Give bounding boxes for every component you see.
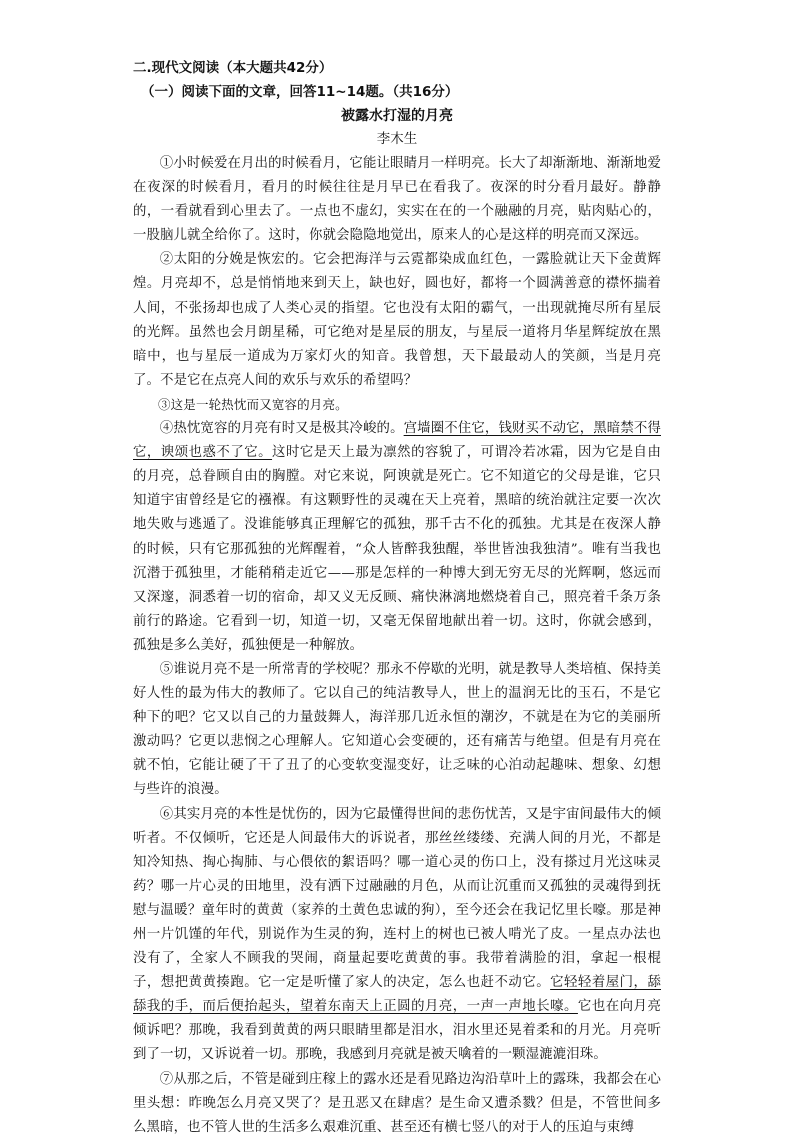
- paragraph-3: ③这是一轮热忱而又宽容的月亮。: [158, 396, 348, 412]
- paragraph-4-rest: 这时它是天上最为凛然的容貌了，可谓冷若冰霜，因为它是自由的月亮，总眷顾自由的胸膛。对它来说，阿谀就是死亡。它不知道它的父母是谁，它只知道宇宙曾经是它的襁褓。有这颗野性的灵魂在天上亮着，黑暗的统治就注定要一次次地失败与逃遁了。没谁能够真正理解它的孤独，那千古不化的孤独。尤其是在夜深人静的时候，只有它那孤独的光辉醒着，“众人皆醉我独醒，举世皆浊我独清”。唯有当我也沉潜于孤独里，才能稍稍走近它——那是怎样的一种博大到无穷无尽的光辉啊，悠远而又深邃，洞悉着一切的宿命，却又义无反顾、痛快淋漓地燃烧着自己，照亮着千条万条前行的路途。它看到一切，知道一切，又毫无保留地献出着一切。这时，你就会感到，孤独是多么美好，孤独便是一种解放。: [133, 445, 661, 653]
- paragraph-6-text: ⑥其实月亮的本性是忧伤的，因为它最懂得世间的悲伤忧苦，又是宇宙间最伟大的倾听者。不仅倾听，它还是人间最伟大的诉说者，那丝丝缕缕、充满人间的月光，不都是知冷知热、掏心掏肺、与心偎依的絮语吗？哪一道心灵的伤口上，没有搽过月光这味灵药？哪一片心灵的田地里，没有洒下过融融的月色，从而让沉重而又孤独的灵魂得到抚慰与温暖？童年时的黄黄（家养的土黄色忠诚的狗），至今还会在我记忆里长嚎。那是神州一片饥馑的年代，别说作为生灵的狗，连村上的树也已被人啃光了皮。一星点办法也没有了，全家人不顾我的哭闹，商量起要吃黄黄的事。我带着满脸的泪，拿起一根棍子，想把黄黄揍跑。它一定是听懂了家人的决定，怎么也赶不动它。: [133, 806, 661, 991]
- paragraph-2: ②太阳的分娩是恢宏的。它会把海洋与云霓都染成血红色，一露脸就让天下金黄辉煌。月亮却不，总是悄悄地来到天上，缺也好，圆也好，都将一个圆满善意的襟怀揣着人间，不张扬却也成了人类心灵的指望。它也没有太阳的霸气，一出现就掩尽所有星辰的光辉。虽然也会月朗星稀，可它绝对是星辰的朋友，与星辰一道将月华星辉绽放在黑暗中，也与星辰一道成为万家灯火的知音。我曾想，天下最最动人的笑颜，当是月亮了。不是它在点亮人间的欢乐与欢乐的希望吗？: [133, 252, 661, 388]
- paragraph-4-text: ④热忱宽容的月亮有时又是极其冷峻的。: [159, 421, 404, 437]
- subsection-heading: （一）阅读下面的文章，回答11~14题。（共16分）: [141, 84, 459, 100]
- underlined-sentence: 它轻轻着屋门，舔舔我的手，而后便抬起头，望着东南天上正圆的月亮，一声一声地长嚎。: [133, 975, 661, 1015]
- document-page: [133, 56, 661, 1140]
- paragraph-6-rest: 它也在向月亮倾诉吧？那晚，我看到黄黄的两只眼睛里都是泪水，泪水里还晃着柔和的月光。月亮听到了一切，又诉说着一切。那晚，我感到月亮就是被天噙着的一颗湿漉漉泪珠。: [133, 999, 661, 1063]
- paragraph-4: [133, 417, 661, 658]
- article-title: 被露水打湿的月亮: [341, 108, 453, 124]
- paragraph-5: ⑤谁说月亮不是一所常青的学校呢？那永不停歇的光明，就是教导人类培植、保持美好人性的最为伟大的教师了。它以自己的纯洁教导人，世上的温润无比的玉石，不是它种下的吧？它又以自己的力量鼓舞人，海洋那几近永恒的潮汐，不就是在为它的美丽所激动吗？它更以悲悯之心理解人。它知道心会变硬的，还有痛苦与绝望。但是有月亮在就不怕，它能让硬了干了丑了的心变软变湿变好，让乏味的心泊动起趣味、想象、幻想与些许的浪漫。: [133, 661, 661, 798]
- paragraph-6: [133, 803, 661, 1068]
- underlined-sentence: 宫墙圈不住它，钱财买不动它，黑暗禁不得它，谀颂也惑不了它。: [133, 421, 661, 461]
- section-heading: 二.现代文阅读（本大题共42分）: [133, 60, 333, 76]
- paragraph-1: ①小时候爱在月出的时候看月，它能让眼睛月一样明亮。长大了却渐渐地、渐渐地爱在夜深的时候看月，看月的时候往往是月早已在看我了。夜深的时分看月最好。静静的，一看就看到心里去了。一点也不虚幻，实实在在的一个融融的月亮，贴肉贴心的，一股脑儿就全给你了。这时，你就会隐隐地觉出，原来人的心是这样的明亮而又深远。: [133, 156, 661, 244]
- paragraph-7: ⑦从那之后，不管是碰到庄稼上的露水还是看见路边沟沿草叶上的露珠，我都会在心里头想：昨晚怎么月亮又哭了？是丑恶又在肆虐？是生命又遭杀戮？但是，不管世间多么黑暗，也不管人世的生活多么艰难沉重、甚至还有横七竖八的对于人的压迫与束缚: [133, 1071, 661, 1135]
- article-author: 李木生: [376, 131, 418, 147]
